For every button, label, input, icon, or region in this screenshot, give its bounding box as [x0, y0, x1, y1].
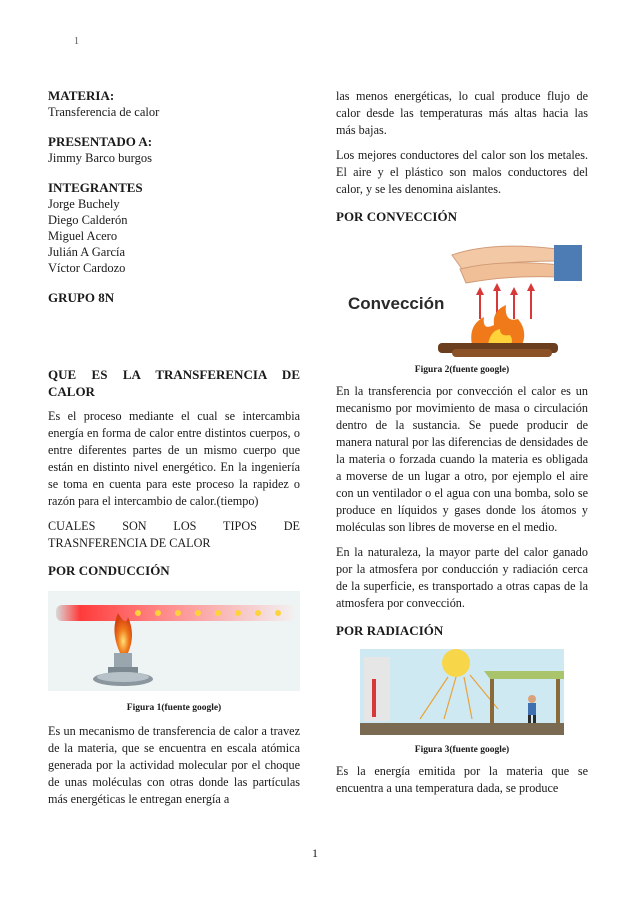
question-heading: QUE ES LA TRANSFERENCIA DE CALOR: [48, 367, 300, 399]
radiacion-heading: POR RADIACIÓN: [336, 623, 444, 638]
convection-label: Convección: [348, 294, 445, 313]
conduccion-heading: POR CONDUCCIÓN: [48, 563, 170, 578]
member-name: Miguel Acero: [48, 229, 118, 243]
definition-paragraph: Es el proceso mediante el cual se intercambia energía en forma de calor entre distintos cuerpos, o entre diferentes partes de un mismo cuerpo que están en distinto nivel energético. En la ingeniería se toma en cuenta para este proceso la rapidez o razón para el intercambio de calor.(tiempo): [48, 409, 300, 508]
conduccion-continuation: las menos energéticas, lo cual produce flujo de calor desde las temperaturas más altas hacia las más bajas.: [336, 89, 588, 137]
presentado-label: PRESENTADO A:: [48, 134, 153, 149]
hands-icon: [452, 245, 582, 283]
page-number: 1: [312, 846, 318, 860]
right-column: [336, 88, 588, 797]
radiacion-paragraph: Es la energía emitida por la materia que se encuentra a una temperatura dada, se produce: [336, 764, 588, 795]
presentado-value: Jimmy Barco burgos: [48, 151, 152, 165]
left-column: [48, 88, 300, 808]
conduction-figure: [48, 591, 300, 691]
sun-icon: [442, 649, 470, 677]
integrantes-label: INTEGRANTES: [48, 180, 143, 195]
thermometer-icon: [372, 679, 376, 717]
member-name: Diego Calderón: [48, 213, 128, 227]
types-heading-line1: CUALES SON LOS TIPOS DE: [48, 519, 300, 533]
header-page-mark: 1: [74, 36, 79, 47]
materia-label: MATERIA:: [48, 88, 115, 103]
grupo-label: GRUPO 8N: [48, 290, 115, 305]
figure1-caption: Figura 1(fuente google): [126, 703, 222, 713]
materia-value: Transferencia de calor: [48, 105, 160, 119]
naturaleza-paragraph: En la naturaleza, la mayor parte del calor ganado por la atmosfera por conducción y radiación cerca de la superficie, es transportado a otras capas de la atmosfera por convección.: [336, 545, 588, 610]
member-name: Víctor Cardozo: [48, 261, 126, 275]
types-heading-line2: TRASNFERENCIA DE CALOR: [48, 536, 211, 550]
member-name: Julián A García: [48, 245, 126, 259]
conveccion-heading: POR CONVECCIÓN: [336, 209, 457, 224]
conduccion-paragraph: Es un mecanismo de transferencia de calor a travez de la materia, que se encuentra en escala atómica generada por la actividad molecular por el choque de unas moléculas con otras donde las partículas más energéticas le entregan energía a: [48, 724, 300, 806]
metales-paragraph: Los mejores conductores del calor son los metales. El aire y el plástico son malos conductores del calor, y se les denomina aislantes.: [336, 148, 588, 196]
member-name: Jorge Buchely: [48, 197, 120, 211]
figure2-caption: Figura 2(fuente google): [414, 365, 510, 375]
convection-figure: [342, 235, 582, 359]
radiation-figure: [360, 649, 564, 735]
figure3-caption: Figura 3(fuente google): [414, 745, 510, 755]
conveccion-paragraph: En la transferencia por convección el calor es un mecanismo por movimiento de masa o circulación dentro de la sustancia. Se puede producir de manera natural por las diferencias de densidades de la materia o forzada cuando la materia es obligada a moverse de un lugar a otro, por ejemplo el aire con un ventilador o el agua con una bomba, solo se produce en líquidos y gases donde los átomos y moléculas son libres de moverse en el medio.: [336, 384, 588, 534]
